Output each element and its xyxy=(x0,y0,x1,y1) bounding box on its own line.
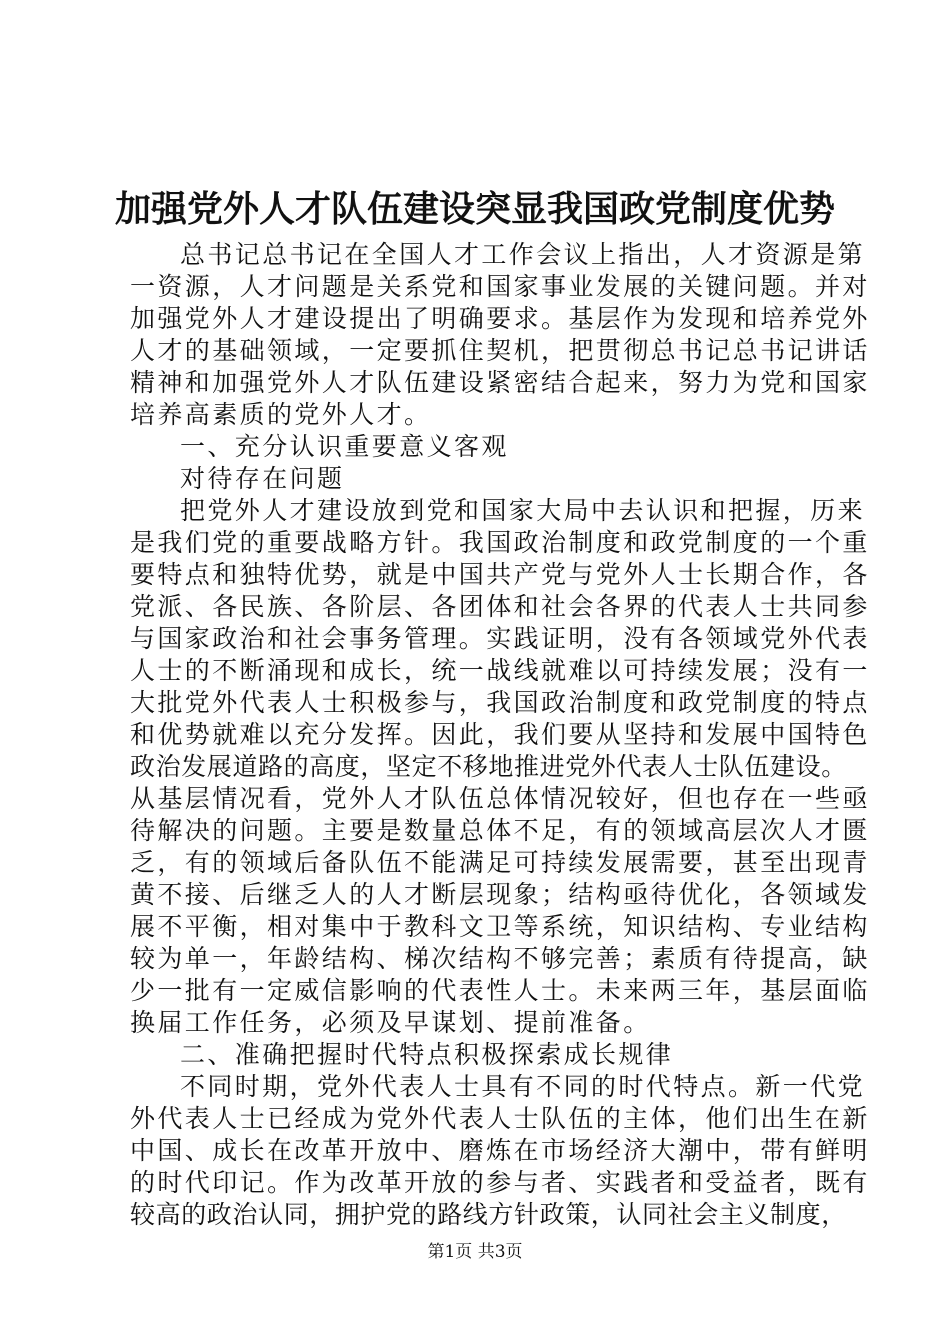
text-line: 少一批有一定威信影响的代表性人士。未来两三年，基层面临 xyxy=(130,976,870,1005)
document-title: 加强党外人才队伍建设突显我国政党制度优势 xyxy=(114,189,835,230)
text-line: 展不平衡，相对集中于教科文卫等系统，知识结构、专业结构 xyxy=(130,912,870,941)
text-line: 与国家政治和社会事务管理。实践证明，没有各领域党外代表 xyxy=(130,624,870,653)
text-line: 把党外人才建设放到党和国家大局中去认识和把握，历来 xyxy=(180,496,866,525)
text-line: 加强党外人才建设提出了明确要求。基层作为发现和培养党外 xyxy=(130,304,870,333)
text-line: 外代表人士已经成为党外代表人士队伍的主体，他们出生在新 xyxy=(130,1104,870,1133)
page-number: 第1页 共3页 xyxy=(427,1242,523,1262)
text-line: 一资源，人才问题是关系党和国家事业发展的关键问题。并对 xyxy=(130,272,870,301)
text-line: 较高的政治认同，拥护党的路线方针政策，认同社会主义制度， xyxy=(130,1200,847,1229)
document-body xyxy=(130,239,870,1231)
text-line: 黄不接、后继乏人的人才断层现象；结构亟待优化，各领域发 xyxy=(130,880,870,909)
text-line: 总书记总书记在全国人才工作会议上指出，人才资源是第 xyxy=(180,240,866,269)
text-line: 要特点和独特优势，就是中国共产党与党外人士长期合作，各 xyxy=(130,560,870,589)
text-line: 人士的不断涌现和成长，统一战线就难以可持续发展；没有一 xyxy=(130,656,870,685)
text-line: 乏，有的领域后备队伍不能满足可持续发展需要，甚至出现青 xyxy=(130,848,870,877)
text-line: 的时代印记。作为改革开放的参与者、实践者和受益者，既有 xyxy=(130,1168,870,1197)
text-line: 党派、各民族、各阶层、各团体和社会各界的代表人士共同参 xyxy=(130,592,870,621)
section-heading: 二、准确把握时代特点积极探索成长规律 xyxy=(180,1040,674,1069)
text-line: 是我们党的重要战略方针。我国政治制度和政党制度的一个重 xyxy=(130,528,870,557)
text-line: 不同时期，党外代表人士具有不同的时代特点。新一代党 xyxy=(180,1072,866,1101)
text-line: 从基层情况看，党外人才队伍总体情况较好，但也存在一些亟 xyxy=(130,784,870,813)
text-line: 和优势就难以充分发挥。因此，我们要从坚持和发展中国特色 xyxy=(130,720,870,749)
text-line: 大批党外代表人士积极参与，我国政治制度和政党制度的特点 xyxy=(130,688,870,717)
text-line: 中国、成长在改革开放中、磨炼在市场经济大潮中，带有鲜明 xyxy=(130,1136,870,1165)
text-line: 待解决的问题。主要是数量总体不足，有的领域高层次人才匮 xyxy=(130,816,870,845)
text-line: 政治发展道路的高度，坚定不移地推进党外代表人士队伍建设。 xyxy=(130,752,847,781)
text-line: 培养高素质的党外人才。 xyxy=(130,400,432,429)
text-line: 换届工作任务，必须及早谋划、提前准备。 xyxy=(130,1008,651,1037)
text-line: 精神和加强党外人才队伍建设紧密结合起来，努力为党和国家 xyxy=(130,368,870,397)
section-heading: 对待存在问题 xyxy=(180,464,345,493)
section-heading: 一、充分认识重要意义客观 xyxy=(180,432,509,461)
text-line: 人才的基础领域，一定要抓住契机，把贯彻总书记总书记讲话 xyxy=(130,336,870,365)
text-line: 较为单一，年龄结构、梯次结构不够完善；素质有待提高，缺 xyxy=(130,944,870,973)
